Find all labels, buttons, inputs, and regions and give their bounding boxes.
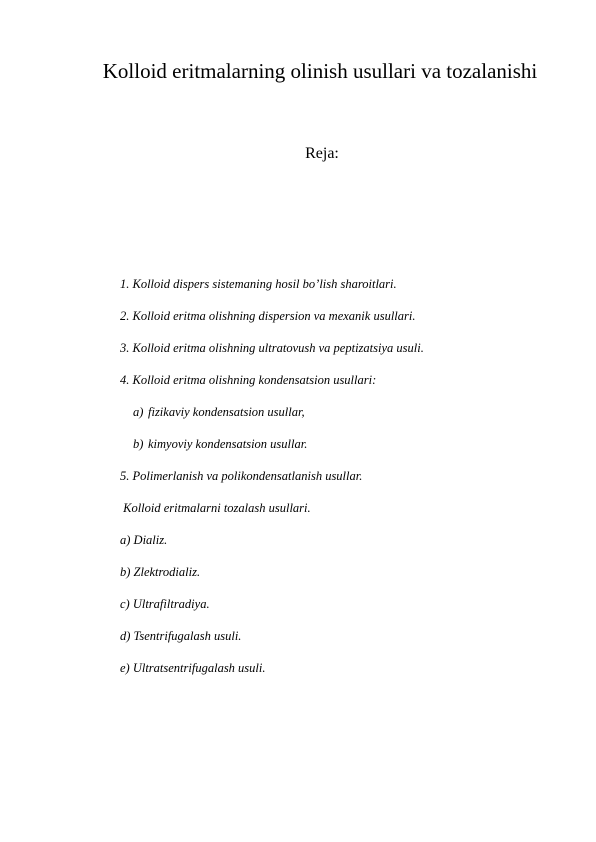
- plan-item: [120, 660, 424, 692]
- plan-item-text: 2. Kolloid eritma olishning dispersion va mexanik usullari.: [120, 309, 416, 323]
- plan-item-text: c) Ultrafiltradiya.: [120, 597, 210, 611]
- plan-item: [120, 308, 424, 340]
- plan-subitem: [120, 404, 424, 436]
- plan-subitem: [120, 436, 424, 468]
- plan-item: [120, 500, 424, 532]
- plan-item: [120, 564, 424, 596]
- plan-item-text: Kolloid eritmalarni tozalash usullari.: [120, 501, 311, 515]
- plan-subitem-marker: b): [133, 437, 144, 451]
- plan-subitem-text: fizikaviy kondensatsion usullar,: [148, 405, 305, 419]
- plan-item: [120, 532, 424, 564]
- plan-item: [120, 628, 424, 660]
- plan-item-text: d) Tsentrifugalash usuli.: [120, 629, 242, 643]
- plan-item-text: b) Zlektrodializ.: [120, 565, 201, 579]
- plan-item: [120, 468, 424, 500]
- plan-item-text: 5. Polimerlanish va polikondensatlanish usullar.: [120, 469, 363, 483]
- plan-heading: Reja:: [305, 145, 339, 162]
- plan-item-text: 4. Kolloid eritma olishning kondensatsion usullari:: [120, 373, 377, 387]
- plan-list: [120, 276, 424, 692]
- plan-subitem-marker: a): [133, 405, 144, 419]
- plan-subitem-text: kimyoviy kondensatsion usullar.: [148, 437, 308, 451]
- plan-item-text: 3. Kolloid eritma olishning ultratovush va peptizatsiya usuli.: [120, 341, 424, 355]
- plan-item-text: 1. Kolloid dispers sistemaning hosil bo’lish sharoitlari.: [120, 277, 397, 291]
- plan-item: [120, 372, 424, 404]
- plan-item-text: e) Ultratsentrifugalash usuli.: [120, 661, 266, 675]
- plan-item: [120, 596, 424, 628]
- document-title: Kolloid eritmalarning olinish usullari va tozalanishi: [102, 59, 538, 83]
- plan-item: [120, 340, 424, 372]
- plan-item: [120, 276, 424, 308]
- plan-item-text: a) Dializ.: [120, 533, 168, 547]
